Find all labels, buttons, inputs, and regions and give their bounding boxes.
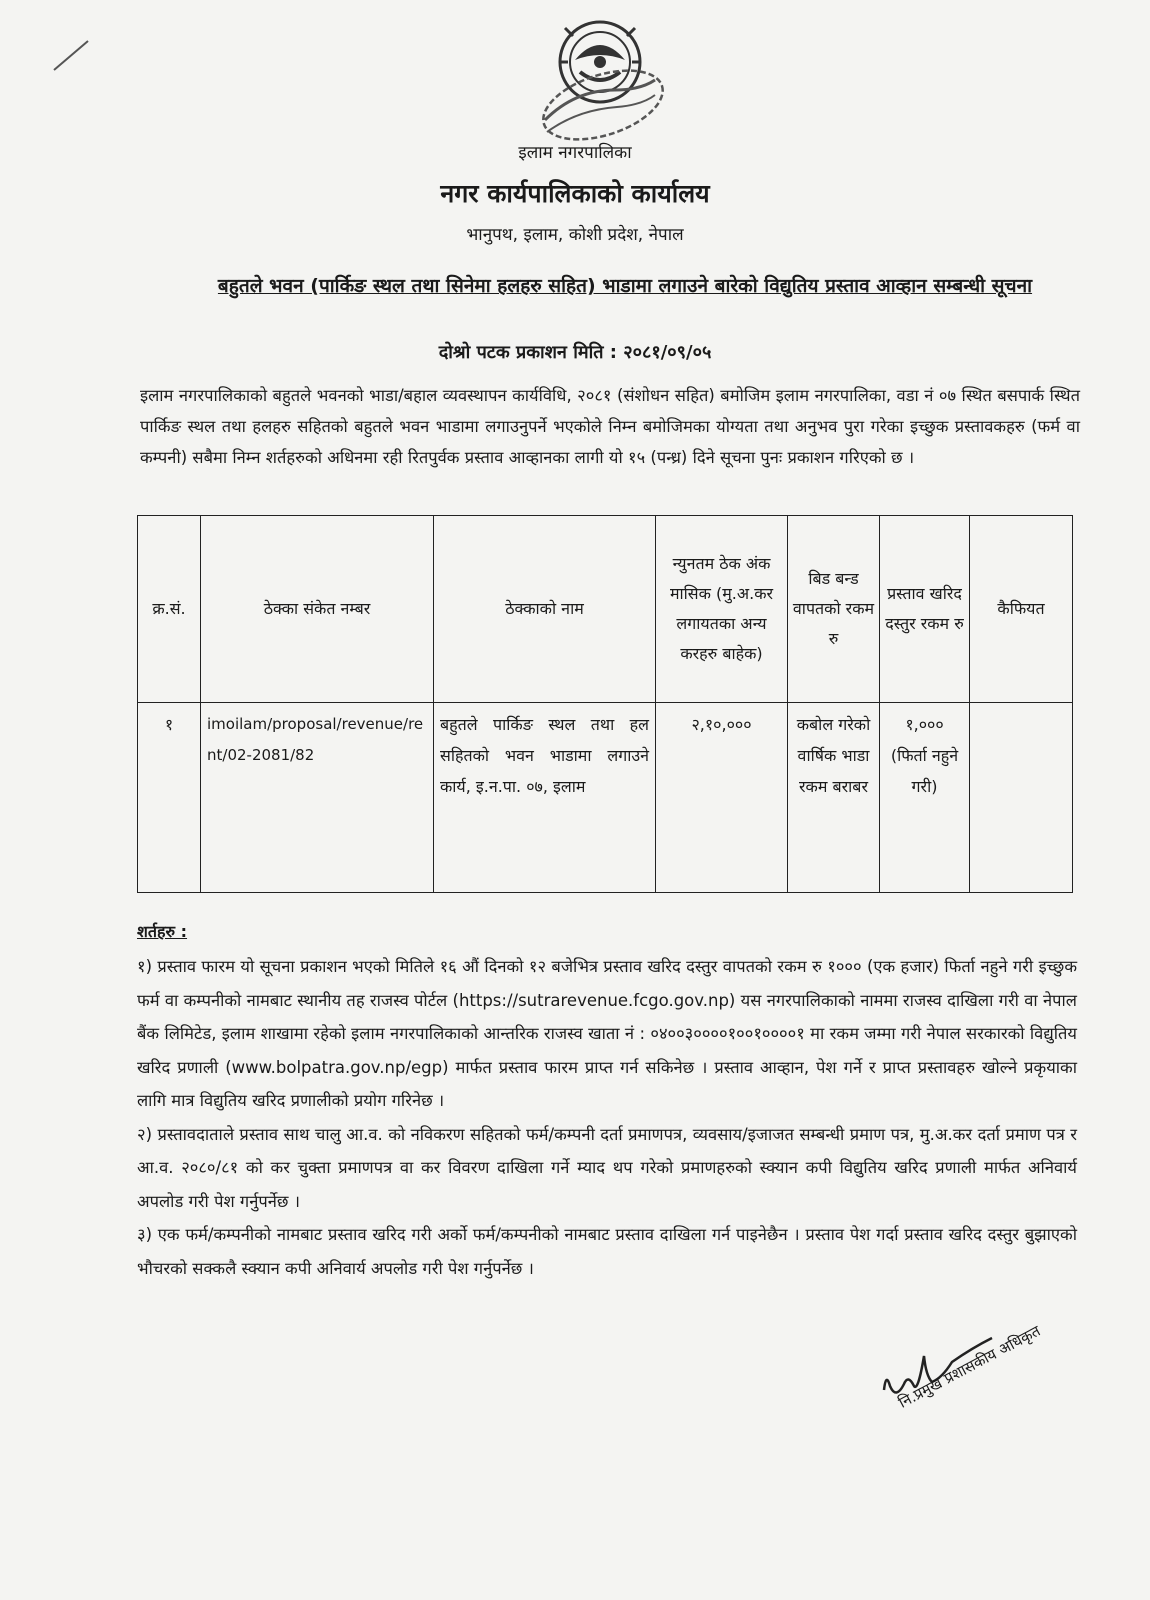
cell-contract-name: बहुतले पार्किङ स्थल तथा हल सहितको भवन भाडामा लगाउने कार्य, इ.न.पा. ०७, इलाम [434,703,656,893]
conditions-heading: शर्तहरु : [137,922,188,941]
condition-item: ३) एक फर्म/कम्पनीको नामबाट प्रस्ताव खरिद गरी अर्को फर्म/कम्पनीको नामबाट प्रस्ताव दाखिला गर्न पाइनेछैन । प्रस्ताव पेश गर्दा प्रस्ताव खरिद दस्तुर बुझाएको भौचरको सक्कलै स्क्यान कपी अनिवार्य अपलोड गरी पेश गर्नुपर्नेछ । [137,1225,1077,1278]
notice-title: बहुतले भवन (पार्किङ स्थल तथा सिनेमा हलहरु सहित) भाडामा लगाउने बारेको विद्युतिय प्रस्ताव आव्हान सम्बन्धी सूचना [217,275,1033,297]
publication-date: दोश्रो पटक प्रकाशन मिति : २०८१/०९/०५ [438,342,712,363]
office-title: नगर कार्यपालिकाको कार्यालय [440,179,710,208]
header-contract-name: ठेक्काको नाम [434,516,656,703]
conditions-list [137,950,1077,1285]
header-contract-code: ठेक्का संकेत नम्बर [201,516,434,703]
municipality-emblem-icon [525,10,675,150]
cell-minimum-amount: २,१०,००० [656,703,788,893]
condition-item: २) प्रस्तावदाताले प्रस्ताव साथ चालु आ.व. को नविकरण सहितको फर्म/कम्पनी दर्ता प्रमाणपत्र, व्यवसाय/इजाजत सम्बन्धी प्रमाण पत्र, मु.अ.कर दर्ता प्रमाण पत्र र आ.व. २०८०/८१ को कर चुक्ता प्रमाणपत्र वा कर विवरण दाखिला गर्ने म्याद थप गरेको प्रमाणहरुको स्क्यान कपी विद्युतिय खरिद प्रणाली मार्फत अनिवार्य अपलोड गरी पेश गर्नुपर्नेछ । [137,1124,1077,1211]
header-sn: क्र.सं. [138,516,201,703]
table-header-row [138,516,1073,703]
pen-stroke-icon [52,38,92,72]
header-minimum-amount: न्युनतम ठेक अंक मासिक (मु.अ.कर लगायतका अन्य करहरु बाहेक) [656,516,788,703]
tender-table [137,515,1073,893]
condition-item: १) प्रस्ताव फारम यो सूचना प्रकाशन भएको मितिले १६ औं दिनको १२ बजेभित्र प्रस्ताव खरिद दस्तुर वापतको रकम रु १००० (एक हजार) फिर्ता नहुने गरी इच्छुक फर्म वा कम्पनीको नामबाट स्थानीय तह राजस्व पोर्टल (https://sutrarevenue.fcgo.gov.np) यस नगरपालिकाको नाममा राजस्व दाखिला गरी वा नेपाल बैंक लिमिटेड, इलाम शाखामा रहेको इलाम नगरपालिकाको आन्तरिक राजस्व खाता नं : ०४००३००००१००१००००१ मा रकम जम्मा गरी नेपाल सरकारको विद्युतिय खरिद प्रणाली (www.bolpatra.gov.np/egp) मार्फत प्रस्ताव फारम प्राप्त गर्न सकिनेछ । प्रस्ताव आव्हान, पेश गर्ने र प्राप्त प्रस्तावहरु खोल्ने प्रकृयाका लागि मात्र विद्युतिय खरिद प्रणालीको प्रयोग गरिनेछ । [137,957,1077,1110]
intro-paragraph: इलाम नगरपालिकाको बहुतले भवनको भाडा/बहाल व्यवस्थापन कार्यविधि, २०८१ (संशोधन सहित) बमोजिम इलाम नगरपालिका, वडा नं ०७ स्थित बसपार्क स्थित पार्किङ स्थल तथा हलहरु सहितको बहुतले भवन भाडामा लगाउनुपर्ने भएकोले निम्न बमोजिमका योग्यता तथा अनुभव पुरा गरेका इच्छुक प्रस्तावकहरु (फर्म वा कम्पनी) सबैमा निम्न शर्तहरुको अधिनमा रही रितपुर्वक प्रस्ताव आव्हानका लागी यो १५ (पन्ध्र) दिने सूचना पुनः प्रकाशन गरिएको छ । [140,386,1080,467]
municipality-name: इलाम नगरपालिका [518,143,632,163]
header-bid-bond: बिड बन्ड वापतको रकम रु [788,516,880,703]
cell-proposal-fee: १,००० (फिर्ता नहुने गरी) [880,703,970,893]
cell-bid-bond: कबोल गरेको वार्षिक भाडा रकम बराबर [788,703,880,893]
cell-contract-code: imoilam/proposal/revenue/rent/02-2081/82 [201,703,434,893]
header-proposal-fee: प्रस्ताव खरिद दस्तुर रकम रु [880,516,970,703]
cell-sn: १ [138,703,201,893]
officer-title: नि.प्रमुख प्रशासकीय अधिकृत [895,1321,1044,1412]
header-remarks: कैफियत [970,516,1073,703]
cell-remarks [970,703,1073,893]
office-address: भानुपथ, इलाम, कोशी प्रदेश, नेपाल [466,225,684,245]
table-row [138,703,1073,893]
